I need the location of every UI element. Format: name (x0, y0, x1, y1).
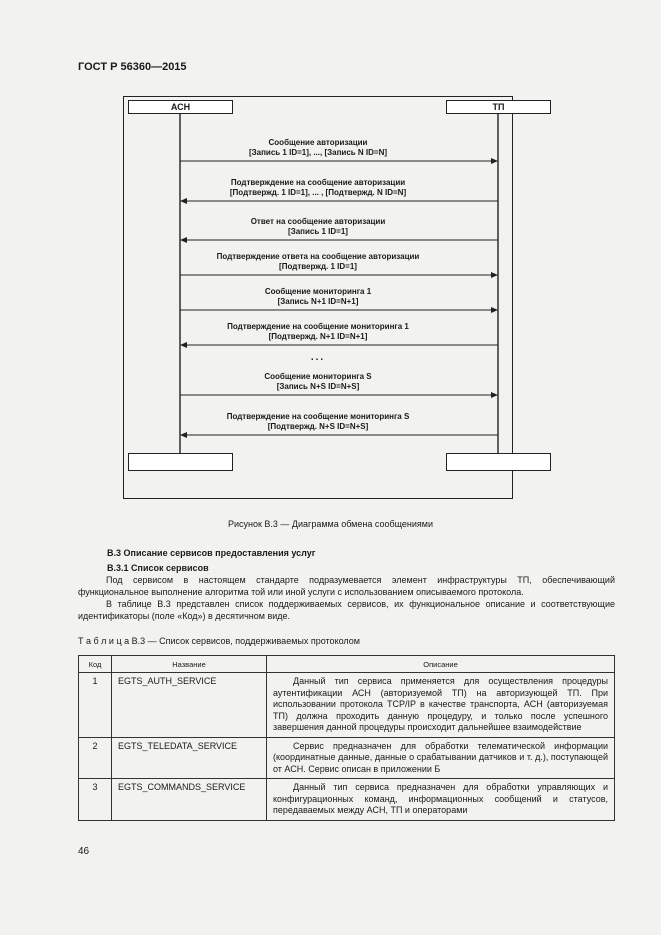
cell-description: Сервис предназначен для обработки телематической информации (координатные данные, данные о срабатывании датчиков и т. д.), поступающей от АСН. Сервис описан в приложении Б (267, 737, 615, 779)
message-title: Подтверждение ответа на сообщение авторизации (216, 252, 420, 261)
cell-code: 2 (79, 737, 112, 779)
message-title: Сообщение мониторинга S (264, 372, 372, 381)
message-detail: [Подтвержд. 1 ID=1], ... , [Подтвержд. N ID=N] (229, 188, 407, 197)
message-title: Подтверждение на сообщение мониторинга S (226, 412, 410, 421)
cell-name: EGTS_COMMANDS_SERVICE (112, 779, 267, 821)
message-detail: [Подтвержд. N+S ID=N+S] (267, 422, 369, 431)
cell-name: EGTS_AUTH_SERVICE (112, 673, 267, 738)
paragraph-2: В таблице В.3 представлен список поддерживаемых сервисов, их функциональное описание и соответствующие идентификаторы (поле «Код») в десятичном виде. (78, 599, 615, 621)
cell-description: Данный тип сервиса применяется для осуществления процедуры аутентификации АСН (авторизуемой ТП) на авторизующей ТП. При использовании протокола TCP/IP в качестве транспорта, АСН (авторизуемая ТП) должна проходить данную процедуру, и только после успешного завершения данной процедуры происходит дальнейшее взаимодействие (267, 673, 615, 738)
entity-left-header: АСН (128, 100, 233, 114)
message-label (124, 252, 512, 272)
message-label (124, 412, 512, 432)
services-table (78, 655, 615, 821)
message-detail: [Запись 1 ID=1] (288, 227, 348, 236)
sequence-diagram (123, 96, 513, 499)
message-title: Подтверждение на сообщение авторизации (230, 178, 406, 187)
entity-right-header: ТП (446, 100, 551, 114)
page-number: 46 (78, 846, 90, 857)
message-label (124, 178, 512, 198)
table-row (79, 673, 615, 738)
message-detail: [Запись N+1 ID=N+1] (277, 297, 359, 306)
cell-name: EGTS_TELEDATA_SERVICE (112, 737, 267, 779)
message-title: Ответ на сообщение авторизации (250, 217, 386, 226)
message-detail: [Запись 1 ID=1], ..., [Запись N ID=N] (248, 148, 388, 157)
document-header: ГОСТ Р 56360—2015 (78, 61, 187, 73)
message-label (124, 287, 512, 307)
section-heading: В.3 Описание сервисов предоставления услуг (107, 548, 316, 558)
ellipsis: ... (310, 352, 326, 363)
message-label (124, 322, 512, 342)
message-detail: [Подтвержд. 1 ID=1] (279, 262, 357, 271)
message-title: Подтверждение на сообщение мониторинга 1 (227, 322, 409, 331)
cell-code: 3 (79, 779, 112, 821)
table-row (79, 737, 615, 779)
message-label (124, 372, 512, 392)
header-name: Название (112, 656, 267, 673)
cell-description: Данный тип сервиса предназначен для обработки управляющих и конфигурационных команд, информационных сообщений и статусов, передаваемых между АСН, ТП и операторами (267, 779, 615, 821)
message-label (124, 217, 512, 237)
table-row (79, 779, 615, 821)
cell-code: 1 (79, 673, 112, 738)
subsection-heading: В.3.1 Список сервисов (107, 563, 209, 573)
figure-caption: Рисунок В.3 — Диаграмма обмена сообщениями (227, 519, 434, 529)
paragraph-1: Под сервисом в настоящем стандарте подразумевается элемент инфраструктуры ТП, обеспечивающий функциональное выполнение алгоритма той или иной услуги с использованием описываемого протокола. (78, 575, 615, 597)
message-label (124, 138, 512, 158)
message-detail: [Подтвержд. N+1 ID=N+1] (268, 332, 368, 341)
message-detail: [Запись N+S ID=N+S] (276, 382, 360, 391)
table-caption: Т а б л и ц а В.3 — Список сервисов, поддерживаемых протоколом (78, 636, 360, 646)
message-title: Сообщение мониторинга 1 (264, 287, 372, 296)
header-description: Описание (267, 656, 615, 673)
message-title: Сообщение авторизации (268, 138, 368, 147)
header-code: Код (79, 656, 112, 673)
table-header-row (79, 656, 615, 673)
